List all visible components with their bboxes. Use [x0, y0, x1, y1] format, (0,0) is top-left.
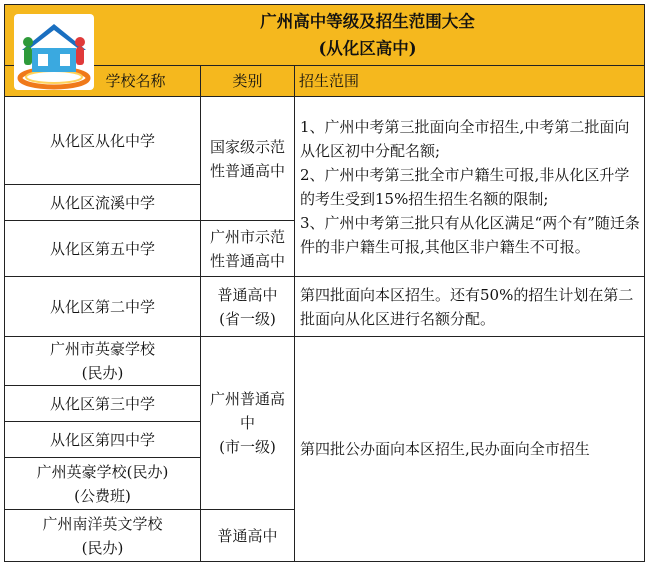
school-name-cell: 从化区流溪中学 [5, 185, 201, 221]
table-row [5, 97, 645, 185]
school-name-cell: 从化区从化中学 [5, 97, 201, 185]
school-name-cell: 从化区第三中学 [5, 386, 201, 422]
school-name-cell: 广州南洋英文学校 (民办) [5, 510, 201, 562]
title-row [5, 5, 645, 66]
title-line-1: 广州高中等级及招生范围大全 [260, 12, 475, 31]
title-line-2: (从化区高中) [318, 39, 417, 58]
school-name-cell: 从化区第二中学 [5, 277, 201, 337]
school-name-cell: 广州英豪学校(民办) (公费班) [5, 458, 201, 510]
type-cell: 国家级示范 性普通高中 [201, 97, 295, 221]
header-range: 招生范围 [295, 66, 645, 97]
type-cell: 广州市示范 性普通高中 [201, 221, 295, 277]
type-cell: 普通高中 [201, 510, 295, 562]
range-cell: 第四批公办面向本区招生,民办面向全市招生 [295, 337, 645, 562]
table-title [5, 5, 645, 66]
header-school-name: 学校名称 [5, 66, 201, 97]
school-name-cell: 广州市英豪学校 (民办) [5, 337, 201, 386]
school-name-cell: 从化区第四中学 [5, 422, 201, 458]
house-family-logo [14, 14, 94, 90]
table-row [5, 337, 645, 386]
school-table-container [4, 4, 644, 564]
type-cell: 广州普通高 中 (市一级) [201, 337, 295, 510]
type-cell: 普通高中 (省一级) [201, 277, 295, 337]
table-row [5, 277, 645, 337]
header-row [5, 66, 645, 97]
range-cell: 1、广州中考第三批面向全市招生,中考第二批面向从化区初中分配名额; 2、广州中考第三批全市户籍生可报,非从化区升学的考生受到15%招生招生名额的限制; 3、广州中考第三批只有从化区满足“两个有”随迁条件的非户籍生可报,其他区非户籍生不可报。 [295, 97, 645, 277]
school-name-cell: 从化区第五中学 [5, 221, 201, 277]
header-type: 类别 [201, 66, 295, 97]
range-cell: 第四批面向本区招生。还有50%的招生计划在第二批面向从化区进行名额分配。 [295, 277, 645, 337]
school-table [4, 4, 645, 562]
